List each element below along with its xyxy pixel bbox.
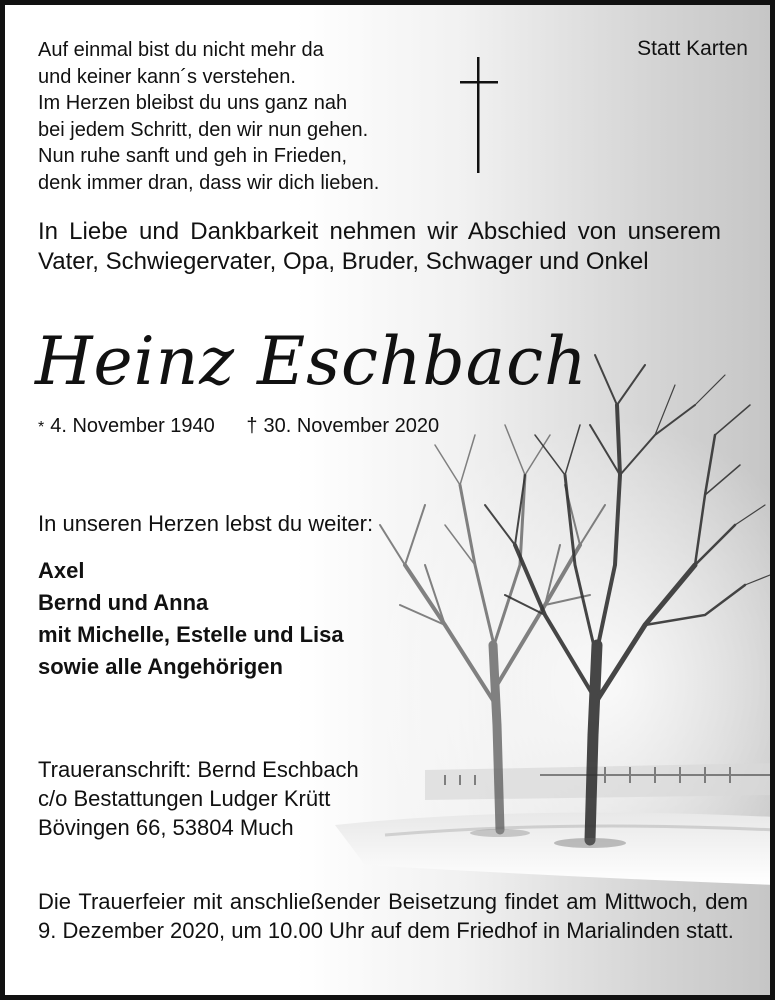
address-line: Traueranschrift: Bernd Eschbach (38, 757, 359, 782)
poem-line: Im Herzen bleibst du uns ganz nah (38, 92, 348, 114)
poem-line: und keiner kann´s verstehen. (38, 65, 296, 88)
mourners-list (38, 555, 344, 683)
poem-line: Nun ruhe sanft und geh in Frieden, (38, 145, 348, 167)
mourner-line: Axel (38, 558, 85, 583)
poem (38, 37, 379, 196)
mourners-heading: In unseren Herzen lebst du weiter: (38, 511, 374, 536)
mourner-line: mit Michelle, Estelle und Lisa (38, 622, 344, 647)
death-date: 30. November 2020 (263, 415, 440, 437)
deceased-name: Heinz Eschbach (35, 323, 588, 400)
poem-line: bei jedem Schritt, den wir nun gehen. (38, 118, 369, 141)
farewell-intro: In Liebe und Dankbarkeit nehmen wir Abschied von unserem Vater, Schwiegervater, Opa, Bruder, Schwager und Onkel (38, 218, 721, 275)
life-dates (38, 415, 439, 438)
birth-symbol: * (38, 419, 45, 436)
mourner-line: sowie alle Angehörigen (38, 654, 283, 679)
statt-karten-label: Statt Karten (637, 37, 748, 60)
poem-line: denk immer dran, dass wir dich lieben. (38, 171, 380, 194)
address-line: Bövingen 66, 53804 Much (38, 815, 294, 840)
funeral-service-info: Die Trauerfeier mit anschließender Beisetzung findet am Mittwoch, dem 9. Dezember 2020, um 10.00 Uhr auf dem Friedhof in Marialinden statt. (38, 889, 748, 943)
birth-date: 4. November 1940 (50, 415, 215, 437)
mourning-address (38, 755, 359, 842)
death-symbol: † (246, 415, 258, 437)
mourner-line: Bernd und Anna (38, 590, 209, 615)
address-line: c/o Bestattungen Ludger Krütt (38, 786, 331, 811)
latin-cross-icon (460, 57, 498, 173)
poem-line: Auf einmal bist du nicht mehr da (38, 39, 324, 61)
